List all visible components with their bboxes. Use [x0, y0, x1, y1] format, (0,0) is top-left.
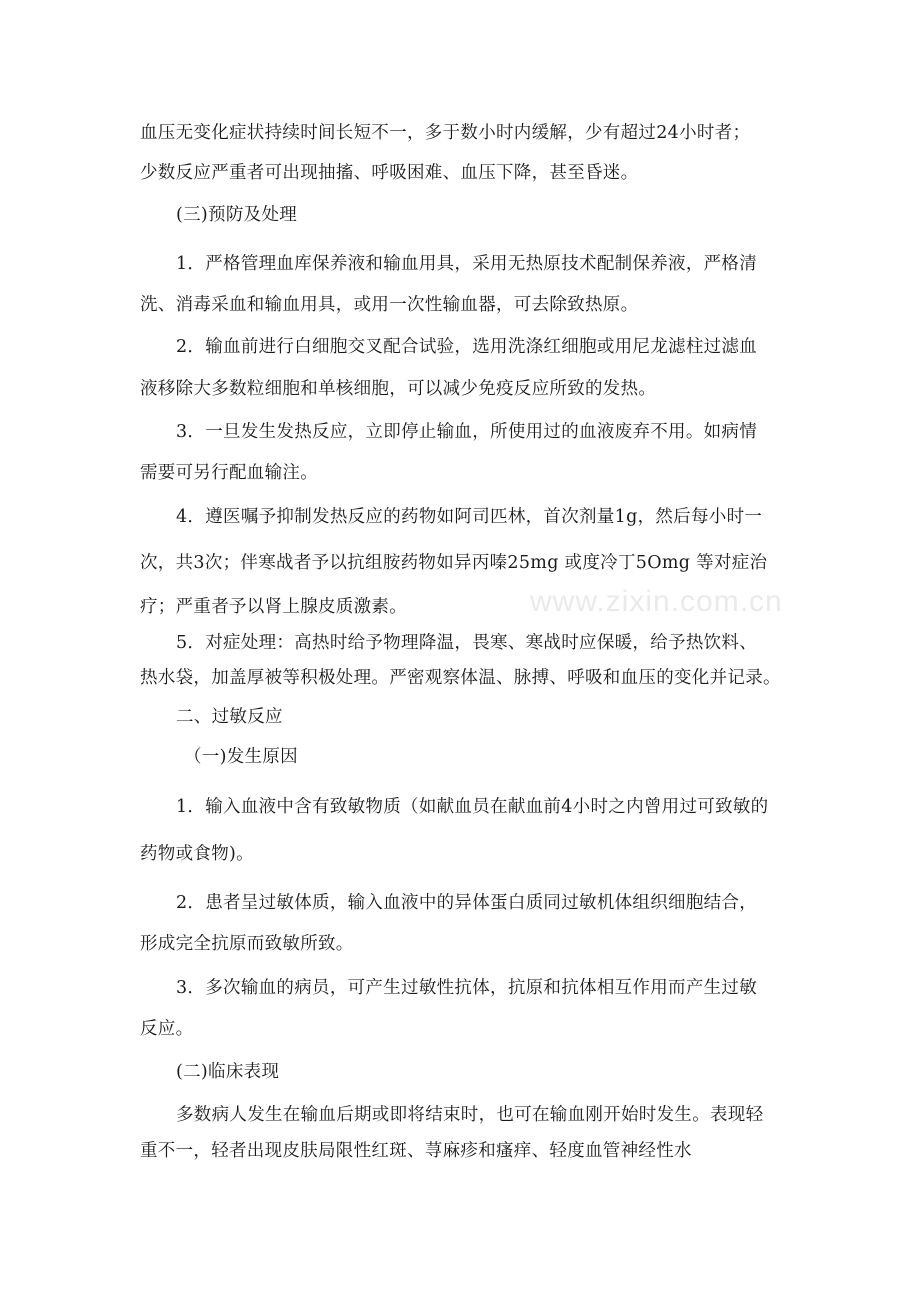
- paragraph-line: 疗；严重者予以肾上腺皮质激素。: [140, 597, 407, 617]
- paragraph-line: 药物或食物)。: [140, 844, 254, 864]
- paragraph-line: 热水袋，加盖厚被等积极处理。严密观察体温、脉搏、呼吸和血压的变化并记录。: [140, 668, 781, 688]
- paragraph-line: 5．对症处理：高热时给予物理降温，畏寒、寒战时应保暖，给予热饮料、: [176, 633, 758, 653]
- paragraph-line: 反应。: [140, 1019, 194, 1039]
- section-heading: （一)发生原因: [184, 747, 298, 767]
- paragraph-line: 3．一旦发生发热反应，立即停止输血，所使用过的血液废弃不用。如病情: [176, 422, 758, 442]
- paragraph-line: 3．多次输血的病员，可产生过敏性抗体，抗原和抗体相互作用而产生过敏: [176, 978, 758, 998]
- paragraph-line: 形成完全抗原而致敏所致。: [140, 934, 354, 954]
- paragraph-line: 需要可另行配血输注。: [140, 463, 318, 483]
- section-heading: (三)预防及处理: [176, 205, 298, 225]
- section-heading: (二)临床表现: [176, 1062, 280, 1082]
- section-heading: 二、过敏反应: [176, 707, 283, 727]
- paragraph-line: 血压无变化症状持续时间长短不一，多于数小时内缓解，少有超过24小时者；: [140, 123, 751, 143]
- paragraph-line: 液移除大多数粒细胞和单核细胞，可以减少免疫反应所致的发热。: [140, 379, 657, 399]
- watermark: www.zixin.com.cn: [530, 585, 783, 618]
- paragraph-line: 洗、消毒采血和输血用具，或用一次性输血器，可去除致热原。: [140, 295, 639, 315]
- paragraph-line: 2．患者呈过敏体质，输入血液中的异体蛋白质同过敏机体组织细胞结合，: [176, 893, 758, 913]
- paragraph-line: 1．严格管理血库保养液和输血用具，采用无热原技术配制保养液，严格清: [176, 254, 758, 274]
- paragraph-line: 次，共3次；伴寒战者予以抗组胺药物如异丙嗪25mg 或度冷丁5Omg 等对症治: [140, 553, 768, 573]
- paragraph-line: 4．遵医嘱予抑制发热反应的药物如阿司匹林，首次剂量1g，然后每小时一: [176, 507, 763, 527]
- paragraph-line: 1．输入血液中含有致敏物质（如献血员在献血前4小时之内曾用过可致敏的: [176, 797, 769, 817]
- paragraph-line: 多数病人发生在输血后期或即将结束时，也可在输血刚开始时发生。表现轻: [176, 1105, 764, 1125]
- paragraph-line: 2．输血前进行白细胞交叉配合试验，选用洗涤红细胞或用尼龙滤柱过滤血: [176, 337, 758, 357]
- paragraph-line: 少数反应严重者可出现抽搐、呼吸困难、血压下降，甚至昏迷。: [140, 163, 639, 183]
- paragraph-line: 重不一，轻者出现皮肤局限性红斑、荨麻疹和瘙痒、轻度血管神经性水: [140, 1141, 692, 1161]
